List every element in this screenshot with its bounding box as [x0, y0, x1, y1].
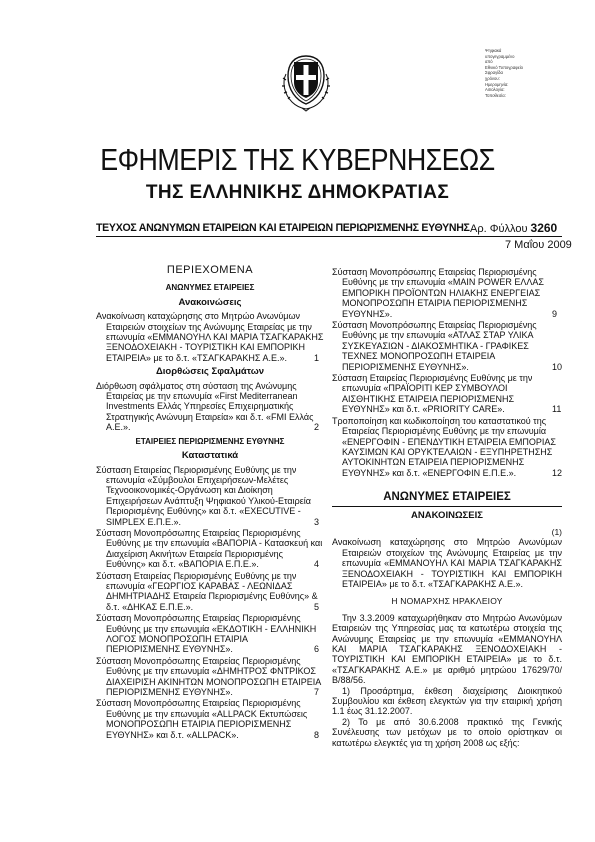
- contents-entry-page: 5: [322, 602, 324, 612]
- contents-entry-text: Σύσταση Μονοπρόσωπης Εταιρείας Περιορισμένης Ευθύνης με την επωνυμία «ΔΗΜΗΤΡΟΣ ΦΝΤΡΙΚΟΣ ΔΙΑΧΕΙΡΙΣΗ ΑΚΙΝΗΤΩΝ ΜΟΝΟΠΡΟΣΩΠΗ ΕΤΑΙΡΕΙΑ ΠΕΡΙΟΡΙΣΜΕΝΗΣ ΕΥΘΥΝΗΣ».: [96, 655, 321, 698]
- sheet-label: Αρ. Φύλλου: [470, 223, 528, 235]
- contents-entry[interactable]: [96, 698, 324, 740]
- subsection-heading: Καταστατικά: [181, 450, 239, 462]
- section-heading: ΕΤΑΙΡΕΙΕΣ ΠΕΡΙΩΡΙΣΜΕΝΗΣ ΕΥΘΥΝΗΣ: [135, 436, 285, 446]
- contents-entry[interactable]: [96, 465, 324, 527]
- stamp-line: Αιτιολογία:: [485, 87, 505, 93]
- sheet-number: [470, 221, 557, 235]
- contents-entry[interactable]: [96, 613, 324, 655]
- contents-entry-page: 4: [322, 559, 324, 569]
- body-paragraph: 1) Προσάρτημα, έκθεση διαχείρισης Διοικητικού Συμβουλίου και έκθεση ελεγκτών για την εταιρική χρήση 1.1 έως 31.12.2007.: [332, 685, 562, 717]
- contents-column-left: [96, 265, 324, 741]
- digital-signature-stamp: [485, 48, 557, 98]
- item-number: (1): [551, 526, 562, 537]
- contents-entry-page: 12: [551, 467, 562, 478]
- contents-entry[interactable]: [96, 571, 324, 613]
- contents-entry-page: 10: [551, 361, 562, 372]
- contents-entry-text: Σύσταση Εταιρείας Περιορισμένης Ευθύνης με την επωνυμία «ΠΡΑΪΟΡΙΤΙ ΚΕΡ ΣΥΜΒΟΥΛΟΙ ΑΙΣΘΗΤΙΚΗΣ ΕΤΑΙΡΕΙΑ ΠΕΡΙΟΡΙΣΜΕΝΗΣ ΕΥΘΥΝΗΣ» και δ.τ. «PRIORITY CARE».: [332, 373, 533, 415]
- stamp-line: Εθνικό Τυπογραφείο: [485, 64, 523, 70]
- contents-entry-page: 8: [322, 730, 324, 740]
- gazette-subtitle: ΤΗΣ ΕΛΛΗΝΙΚΗΣ ΔΗΜΟΚΡΑΤΙΑΣ: [145, 182, 450, 203]
- issuing-authority: Η ΝΟΜΑΡΧΗΣ ΗΡΑΚΛΕΙΟΥ: [391, 596, 503, 607]
- body-paragraph: Την 3.3.2009 καταχωρήθηκαν στο Μητρώο Ανωνύμων Εταιρειών της Υπηρεσίας μας τα κατωτέρω στοιχεία της Ανώνυμης Εταιρείας με την επωνυμία «ΕΜΜΑΝΟΥΗΛ ΚΑΙ ΜΑΡΙΑ ΤΣΑΓΚΑΡΑΚΗΣ ΞΕΝΟΔΟΧΕΙΑΚΗ - ΤΟΥΡΙΣΤΙΚΗ ΚΑΙ ΕΜΠΟΡΙΚΗ ΕΤΑΙΡΕΙΑ» με το δ.τ. «ΤΣΑΓΚΑΡΑΚΗΣ Α.Ε.» με αριθμό μητρώου 17629/70/Β/88/56.: [332, 612, 562, 686]
- contents-entry-text: Σύσταση Μονοπρόσωπης Εταιρείας Περιορισμένης Ευθύνης με την επωνυμία «ΑΤΛΑΣ ΣΤΑΡ ΥΛΙΚΑ ΣΥΣΚΕΥΑΣΙΩΝ - ΔΙΑΚΟΣΜΗΤΙΚΑ - ΓΡΑΦΙΚΕΣ ΤΕΧΝΕΣ ΜΟΝΟΠΡΟΣΩΠΗ ΕΤΑΙΡΕΙΑ ΠΕΡΙΟΡΙΣΜΕΝΗΣ ΕΥΘΥΝΗΣ».: [332, 320, 537, 372]
- subsection-heading: Διορθώσεις Σφαλμάτων: [155, 366, 265, 378]
- contents-entry-page: 11: [552, 404, 562, 415]
- sheet-value: 3260: [530, 221, 558, 235]
- contents-entry-text: Διόρθωση σφάλματος στη σύσταση της Ανώνυμης Εταιρείας με την επωνυμία «First Mediterranean Investments Ελλάς Υπηρεσίες Επιχειρηματικής Στρατηγικής Ανώνυμη Εταιρεία» και δ.τ. «FMI Ελλάς Α.Ε.».: [96, 380, 314, 433]
- contents-entry-text: Σύσταση Εταιρείας Περιορισμένης Ευθύνης με την επωνυμία «Σύμβουλοι Επιχειρήσεων-Μελέτες Τεχνοοικονομικές-Οργάνωση και Διοίκηση Επιχειρήσεων Ανάπτυξη Ψηφιακού Υλικού-Εταιρεία Περιορισμένης Ευθύνης» και δ.τ. «EXECUTIVE - SIMPLEX Ε.Π.Ε.».: [96, 464, 311, 527]
- item-title: Ανακοίνωση καταχώρησης στο Μητρώο Ανωνύμων Εταιρειών στοιχείων της Ανώνυμης Εταιρείας με την επωνυμία «ΕΜΜΑΝΟΥΗΛ ΚΑΙ ΜΑΡΙΑ ΤΣΑΓΚΑΡΑΚΗΣ ΞΕΝΟΔΟΧΕΙΑΚΗ - ΤΟΥΡΙΣΤΙΚΗ ΚΑΙ ΕΜΠΟΡΙΚΗ ΕΤΑΙΡΕΙΑ» με το δ.τ. «ΤΣΑΓΚΑΡΑΚΗΣ Α.Ε.».: [332, 537, 562, 589]
- contents-entry-page: 1: [322, 353, 324, 363]
- contents-entry-text: Σύσταση Εταιρείας Περιορισμένης Ευθύνης με την επωνυμία «ΓΕΩΡΓΙΟΣ ΚΑΡΑΒΑΣ - ΛΕΩΝΙΔΑΣ ΔΗΜΗΤΡΙΑΔΗΣ Εταιρεία Περιορισμένης Ευθύνης» & δ.τ. «ΔΗΚΑΣ Ε.Π.Ε.».: [96, 570, 318, 612]
- contents-entry-page: 2: [322, 422, 324, 432]
- stamp-line: Σφραγίδα: [485, 70, 503, 76]
- contents-column-right: [332, 267, 562, 748]
- section-rule: [332, 506, 562, 507]
- contents-entry-page: 6: [322, 644, 324, 654]
- stamp-line: Ψηφιακά: [485, 48, 502, 53]
- contents-entry-text: Σύσταση Μονοπρόσωπης Εταιρείας Περιορισμένης Ευθύνης με την επωνυμία «ALLPACK Εκτυπώσεις ΜΟΝΟΠΡΟΣΩΠΗ ΕΤΑΙΡΙΑ ΠΕΡΙΟΡΙΣΜΕΝΗΣ ΕΥΘΥΝΗΣ» και δ.τ. «ALLPACK».: [96, 698, 308, 740]
- contents-entry[interactable]: [96, 656, 324, 698]
- body-section-heading: ΑΝΩΝΥΜΕΣ ΕΤΑΙΡΕΙΕΣ: [383, 491, 511, 504]
- stamp-line: υπογεγραμμένο: [485, 53, 515, 59]
- contents-entry-text: Σύσταση Μονοπρόσωπης Εταιρείας Περιορισμένης Ευθύνης με την επωνυμία «MAIN POWER ΕΛΛΑΣ ΕΜΠΟΡΙΚΗ ΠΡΟΪΟΝΤΩΝ ΗΛΙΑΚΗΣ ΕΝΕΡΓΕΙΑΣ ΜΟΝΟΠΡΟΣΩΠΗ ΕΤΑΙΡΙΑ ΠΕΡΙΟΡΙΣΜΕΝΗΣ ΕΥΘΥΝΗΣ».: [332, 267, 544, 319]
- gazette-title: ΕΦΗΜΕΡΙΣ ΤΗΣ ΚΥΒΕΡΝΗΣΕΩΣ: [100, 143, 495, 177]
- contents-entry-page: 9: [560, 309, 562, 319]
- body-paragraph: 2) Το με από 30.6.2008 πρακτικό της Γενικής Συνέλευσης των μετόχων με το οποίο ορίστηκαν οι κατωτέρω ελεγκτές για τη χρήση 2008 ως εξής:: [332, 716, 562, 748]
- contents-entry-page: 3: [322, 517, 324, 527]
- contents-entry[interactable]: [96, 311, 324, 363]
- contents-heading: ΠΕΡΙΕΧΟΜΕΝΑ: [166, 264, 254, 276]
- contents-entry[interactable]: [96, 381, 324, 433]
- announcements-heading: ΑΝΑΚΟΙΝΩΣΕΙΣ: [411, 509, 483, 521]
- subsection-heading: Ανακοινώσεις: [178, 296, 242, 308]
- contents-entry[interactable]: [332, 267, 562, 319]
- contents-entry-text: Σύσταση Μονοπρόσωπης Εταιρείας Περιορισμένης Ευθύνης με την επωνυμία «ΒΑΠΟΡΙΑ - Κατασκευή και Διαχείριση Ακινήτων Εταιρεία Περιορισμένης Ευθύνης» και δ.τ. «ΒΑΠΟΡΙΑ Ε.Π.Ε.».: [96, 527, 323, 570]
- publication-date: 7 Μαΐου 2009: [505, 239, 572, 251]
- coat-of-arms-icon: [280, 46, 332, 112]
- contents-entry[interactable]: [96, 528, 324, 570]
- contents-entry-text: Σύσταση Μονοπρόσωπης Εταιρείας Περιορισμένης Ευθύνης με την επωνυμία «ΕΚΔΟΤΙΚΗ - ΕΛΛΗΝΙΚΗ ΛΟΓΟΣ ΜΟΝΟΠΡΟΣΩΠΗ ΕΤΑΙΡΙΑ ΠΕΡΙΟΡΙΣΜΕΝΗΣ ΕΥΘΥΝΗΣ».: [96, 613, 317, 655]
- contents-entry[interactable]: [332, 416, 562, 478]
- section-heading: ΑΝΩΝΥΜΕΣ ΕΤΑΙΡΕΙΕΣ: [165, 283, 255, 293]
- header-rule: [96, 236, 562, 237]
- stamp-line: χρόνου:: [485, 75, 500, 81]
- stamp-line: Τοποθεσία:: [485, 92, 506, 98]
- contents-entry-text: Ανακοίνωση καταχώρησης στο Μητρώο Ανωνύμων Εταιρειών στοιχείων της Ανώνυμης Εταιρείας με την επωνυμία «ΕΜΜΑΝΟΥΗΛ ΚΑΙ ΜΑΡΙΑ ΤΣΑΓΚΑΡΑΚΗΣ ΞΕΝΟΔΟΧΕΙΑΚΗ - ΤΟΥΡΙΣΤΙΚΗ ΚΑΙ ΕΜΠΟΡΙΚΗ ΕΤΑΙΡΕΙΑ» με το δ.τ. «ΤΣΑΓΚΑΡΑΚΗΣ Α.Ε.».: [96, 311, 324, 363]
- contents-entry-page: 7: [322, 687, 324, 697]
- stamp-line: από: [485, 59, 493, 65]
- contents-entry[interactable]: [332, 373, 562, 415]
- stamp-line: Ημερομηνία:: [485, 81, 509, 87]
- contents-entry[interactable]: [332, 320, 562, 372]
- contents-entry-text: Τροποποίηση και κωδικοποίηση του καταστατικού της Εταιρείας Περιορισμένης Ευθύνης με την επωνυμία «ΕΝΕΡΓΟΦΙΝ - ΕΠΕΝΔΥΤΙΚΗ ΕΤΑΙΡΕΙΑ ΕΜΠΟΡΙΑΣ ΚΑΥΣΙΜΩΝ ΚΑΙ ΟΡΥΚΤΕΛΑΙΩΝ - ΕΞΥΠΗΡΕΤΗΣΗΣ ΑΥΤΟΚΙΝΗΤΩΝ ΕΤΑΙΡΕΙΑ ΠΕΡΙΟΡΙΣΜΕΝΗΣ ΕΥΘΥΝΗΣ» και δ.τ. «ΕΝΕΡΓΟΦΙΝ Ε.Π.Ε.».: [332, 415, 556, 478]
- issue-series: ΤΕΥΧΟΣ ΑΝΩΝΥΜΩΝ ΕΤΑΙΡΕΙΩΝ ΚΑΙ ΕΤΑΙΡΕΙΩΝ ΠΕΡΙΩΡΙΣΜΕΝΗΣ ΕΥΘΥΝΗΣ: [96, 222, 470, 234]
